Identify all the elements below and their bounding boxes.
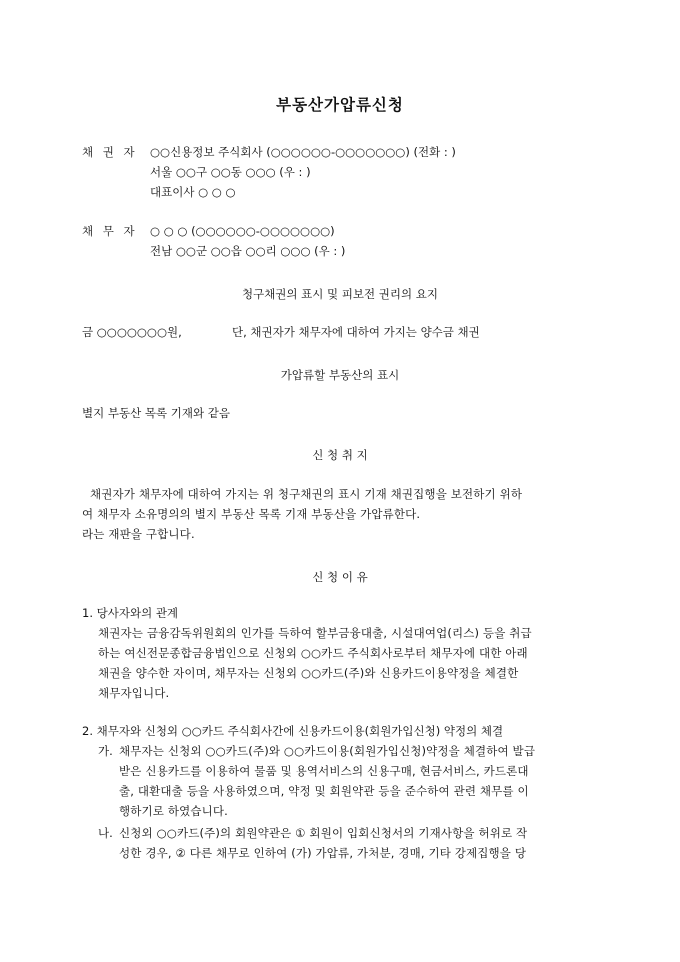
debtor-name-line: ○ ○ ○ (○○○○○○-○○○○○○○): [150, 224, 335, 238]
creditor-address-line: 서울 ○○구 ○○동 ○○○ (우 : ): [150, 165, 311, 179]
section1-line: 하는 여신전문종합금융법인으로 신청외 ○○카드 주식회사로부터 채무자에 대한 아래: [98, 646, 528, 660]
item-a-line: 출, 대환대출 등을 사용하였으며, 약정 및 회원약관 등을 준수하여 관련 채무를 이: [119, 784, 529, 798]
purpose-line: 여 채무자 소유명의의 별지 부동산 목록 기재 부동산을 가압류한다.: [82, 507, 421, 521]
item-b-line: 신청외 ○○카드(주)의 회원약관은 ① 회원이 입회신청서의 기재사항을 허위로 작: [119, 826, 528, 840]
creditor-representative-line: 대표이사 ○ ○ ○: [150, 185, 236, 199]
section1-line: 채권을 양수한 자이며, 채무자는 신청외 ○○카드(주)와 신용카드이용약정을 체결한: [98, 666, 519, 680]
claim-heading: 청구채권의 표시 및 피보전 권리의 요지: [241, 287, 439, 301]
reason-heading: 신 청 이 유: [312, 570, 368, 584]
claim-description: 단, 채권자가 채무자에 대하여 가지는 양수금 채권: [232, 325, 480, 339]
purpose-line: 채권자가 채무자에 대하여 가지는 위 청구채권의 표시 기재 채권집행을 보전하기 위하: [90, 487, 523, 501]
item-a-line: 받은 신용카드를 이용하여 물품 및 용역서비스의 신용구매, 현금서비스, 카드론대: [119, 764, 529, 778]
item-b-line: 성한 경우, ② 다른 채무로 인하여 (가) 가압류, 가처분, 경매, 기타 강제집행을 당: [119, 846, 527, 860]
document-title: 부동산가압류신청: [276, 96, 404, 114]
section1-line: 채무자입니다.: [98, 686, 170, 700]
item-a-line: 행하기로 하였습니다.: [119, 804, 228, 818]
item-a-marker: 가.: [98, 744, 113, 758]
item-b-marker: 나.: [98, 826, 113, 840]
item-a-line: 채무자는 신청외 ○○카드(주)와 ○○카드이용(회원가입신청)약정을 체결하여 발급: [119, 744, 536, 758]
section2-title: 2. 채무자와 신청외 ○○카드 주식회사간에 신용카드이용(회원가입신청) 약정의 체결: [82, 724, 504, 738]
purpose-line: 라는 재판을 구합니다.: [82, 527, 195, 541]
section1-line: 채권자는 금융감독위원회의 인가를 득하여 할부금융대출, 시설대여업(리스) 등을 취급: [98, 626, 532, 640]
purpose-heading: 신 청 취 지: [312, 448, 368, 462]
property-description: 별지 부동산 목록 기재와 같음: [82, 406, 230, 420]
section1-title: 1. 당사자와의 관계: [82, 606, 179, 620]
creditor-label: 채 권 자: [82, 145, 138, 159]
debtor-address-line: 전남 ○○군 ○○읍 ○○리 ○○○ (우 : ): [150, 244, 346, 258]
property-heading: 가압류할 부동산의 표시: [280, 368, 400, 382]
debtor-label: 채 무 자: [82, 224, 138, 238]
creditor-name-line: ○○신용정보 주식회사 (○○○○○○-○○○○○○○) (전화 : ): [150, 145, 456, 159]
claim-amount: 금 ○○○○○○○원,: [82, 325, 182, 339]
